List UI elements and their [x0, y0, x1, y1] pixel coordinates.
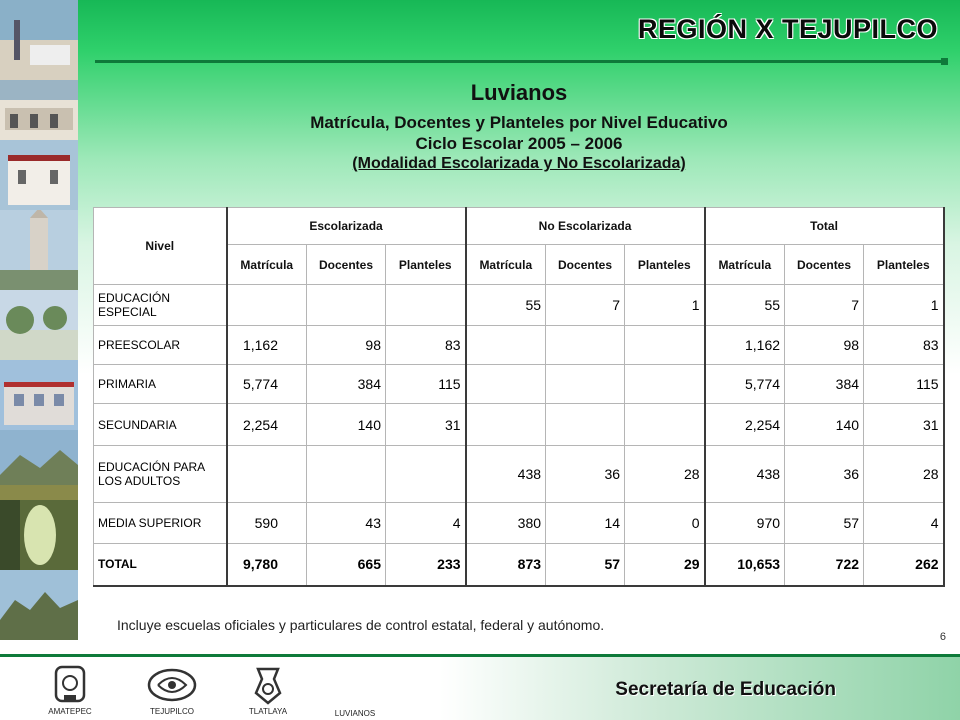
cell-value: 1,162 — [227, 326, 307, 365]
amatepec-glyph-icon — [50, 663, 90, 707]
row-nivel: EDUCACIÓN PARA LOS ADULTOS — [94, 446, 227, 503]
cell-value: 83 — [864, 326, 944, 365]
cell-value: 9,780 — [227, 544, 307, 586]
cell-value: 4 — [864, 503, 944, 544]
cell-value — [466, 326, 546, 365]
footnote: Incluye escuelas oficiales y particulares de control estatal, federal y autónomo. — [117, 617, 605, 633]
cell-value: 1 — [864, 285, 944, 326]
cell-value — [307, 285, 386, 326]
subheader-matricula: Matrícula — [705, 245, 785, 285]
cell-value — [546, 404, 625, 446]
table-row — [94, 365, 944, 404]
municipality-title: Luvianos — [470, 80, 568, 105]
slide-titles — [78, 80, 960, 174]
logo-label: AMATEPEC — [48, 707, 92, 716]
cell-value: 14 — [546, 503, 625, 544]
group-header-total: Total — [705, 208, 944, 245]
cell-value: 0 — [625, 503, 705, 544]
group-header-escolarizada: Escolarizada — [227, 208, 466, 245]
town-photo-3 — [0, 140, 78, 210]
cell-value: 140 — [785, 404, 864, 446]
tlatlaya-glyph-icon — [248, 663, 288, 707]
cell-value: 115 — [386, 365, 466, 404]
subheader-matricula: Matrícula — [466, 245, 546, 285]
landscape-photo-2 — [0, 500, 78, 570]
photo-strip — [0, 0, 78, 640]
cell-value: 28 — [625, 446, 705, 503]
cell-value: 115 — [864, 365, 944, 404]
cell-value: 590 — [227, 503, 307, 544]
cell-value: 970 — [705, 503, 785, 544]
cell-value: 36 — [785, 446, 864, 503]
cell-value — [227, 446, 307, 503]
cell-value: 4 — [386, 503, 466, 544]
subheader-docentes: Docentes — [546, 245, 625, 285]
cell-value: 7 — [546, 285, 625, 326]
school-cycle: Ciclo Escolar 2005 – 2006 — [415, 134, 623, 153]
town-photo-6 — [0, 360, 78, 430]
logo-label: LUVIANOS — [334, 709, 376, 718]
enrollment-table — [93, 207, 945, 587]
cell-value: 36 — [546, 446, 625, 503]
subheader-planteles: Planteles — [386, 245, 466, 285]
cell-value — [386, 285, 466, 326]
cell-value: 384 — [785, 365, 864, 404]
cell-value: 98 — [785, 326, 864, 365]
cell-value: 5,774 — [227, 365, 307, 404]
cell-value: 43 — [307, 503, 386, 544]
town-photo-4 — [0, 210, 78, 290]
cell-value: 7 — [785, 285, 864, 326]
landscape-photo-1 — [0, 430, 78, 500]
cell-value: 29 — [625, 544, 705, 586]
subheader-docentes: Docentes — [307, 245, 386, 285]
subheader-planteles: Planteles — [864, 245, 944, 285]
cell-value: 384 — [307, 365, 386, 404]
cell-value: 55 — [466, 285, 546, 326]
group-header-no-escolarizada: No Escolarizada — [466, 208, 705, 245]
cell-value: 438 — [466, 446, 546, 503]
cell-value — [625, 326, 705, 365]
cell-value: 722 — [785, 544, 864, 586]
subheader-planteles: Planteles — [625, 245, 705, 285]
cell-value — [546, 365, 625, 404]
cell-value: 873 — [466, 544, 546, 586]
cell-value: 28 — [864, 446, 944, 503]
cell-value — [466, 365, 546, 404]
town-photo-1 — [0, 0, 78, 80]
table-row — [94, 446, 944, 503]
cell-value — [386, 446, 466, 503]
cell-value — [546, 326, 625, 365]
cell-value — [625, 365, 705, 404]
cell-value: 98 — [307, 326, 386, 365]
row-nivel: PRIMARIA — [94, 365, 227, 404]
region-title: REGIÓN X TEJUPILCO — [637, 14, 938, 44]
cell-value: 83 — [386, 326, 466, 365]
town-photo-2 — [0, 80, 78, 140]
cell-value: 31 — [386, 404, 466, 446]
logo-label: TEJUPILCO — [149, 707, 194, 716]
footer-banner — [440, 657, 960, 720]
cell-value: 55 — [705, 285, 785, 326]
cell-value: 233 — [386, 544, 466, 586]
row-nivel: EDUCACIÓN ESPECIAL — [94, 285, 227, 326]
row-nivel: TOTAL — [94, 544, 227, 586]
cell-value — [466, 404, 546, 446]
header-divider — [95, 60, 945, 63]
cell-value: 438 — [705, 446, 785, 503]
cell-value: 665 — [307, 544, 386, 586]
subheader-docentes: Docentes — [785, 245, 864, 285]
footer — [0, 657, 960, 720]
table-row — [94, 503, 944, 544]
table-row — [94, 285, 944, 326]
landscape-photo-3 — [0, 570, 78, 640]
total-row — [94, 544, 944, 586]
secretaria-title: Secretaría de Educación — [615, 679, 836, 700]
logo-label: TLATLAYA — [248, 707, 288, 716]
row-nivel: PREESCOLAR — [94, 326, 227, 365]
row-nivel: MEDIA SUPERIOR — [94, 503, 227, 544]
subheader-matricula: Matrícula — [227, 245, 307, 285]
cell-value: 2,254 — [705, 404, 785, 446]
modality-note: (Modalidad Escolarizada y No Escolarizada) — [352, 155, 686, 172]
cell-value: 2,254 — [227, 404, 307, 446]
cell-value: 262 — [864, 544, 944, 586]
nivel-header: Nivel — [94, 208, 227, 285]
cell-value: 10,653 — [705, 544, 785, 586]
cell-value — [625, 404, 705, 446]
cell-value: 380 — [466, 503, 546, 544]
table-row — [94, 404, 944, 446]
cell-value — [307, 446, 386, 503]
cell-value: 31 — [864, 404, 944, 446]
cell-value: 57 — [546, 544, 625, 586]
row-nivel: SECUNDARIA — [94, 404, 227, 446]
cell-value: 140 — [307, 404, 386, 446]
page-number: 6 — [939, 631, 946, 643]
cell-value — [227, 285, 307, 326]
cell-value: 1,162 — [705, 326, 785, 365]
tejupilco-glyph-icon — [146, 663, 198, 707]
table-row — [94, 326, 944, 365]
cell-value: 57 — [785, 503, 864, 544]
town-photo-5 — [0, 290, 78, 360]
cell-value: 1 — [625, 285, 705, 326]
cell-value: 5,774 — [705, 365, 785, 404]
table-subtitle: Matrícula, Docentes y Planteles por Nivel Educativo — [310, 113, 728, 132]
